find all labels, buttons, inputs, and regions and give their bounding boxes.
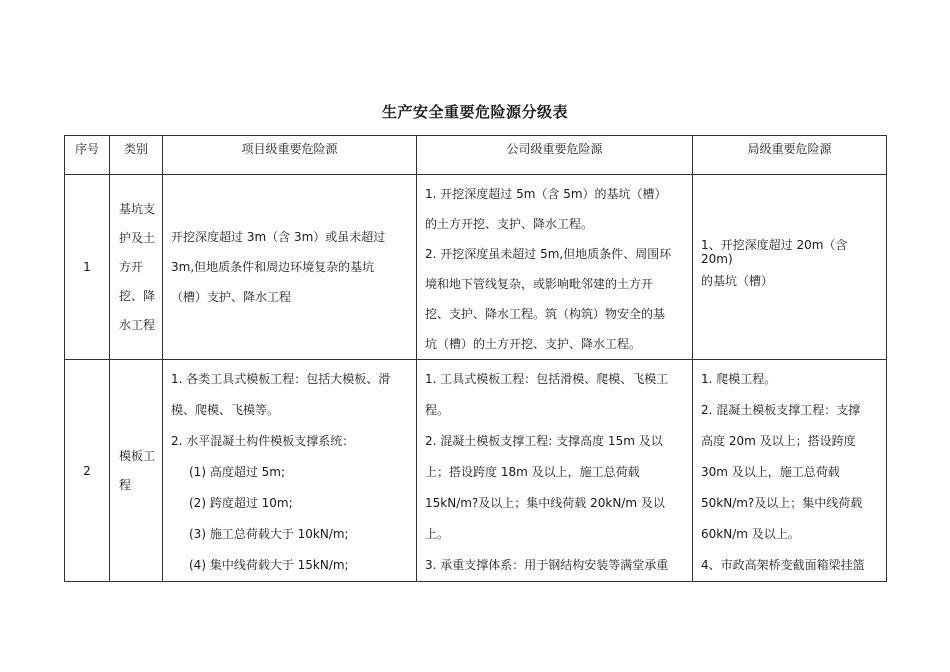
cell-line: 高度 20m 及以上；搭设跨度 (701, 434, 856, 448)
cell-line: 的土方开挖、支护、降水工程。 (425, 217, 594, 231)
cell-line: 3. 承重支撑体系：用于钢结构安装等满堂承重 (425, 558, 669, 572)
cell-line: 挖、支护、降水工程。筑（构筑）物安全的基 (425, 307, 666, 321)
cell-line: 开挖深度超过 3m（含 3m）或虽未超过 (171, 230, 386, 244)
row-category (110, 360, 163, 582)
company-level-cell (417, 175, 693, 360)
cell-line: 1. 爬模工程。 (701, 372, 777, 386)
category-line: 程 (119, 477, 132, 492)
table-row (65, 360, 887, 582)
bureau-level-cell (693, 175, 887, 360)
header-company: 公司级重要危险源 (417, 136, 693, 175)
bureau-level-cell (693, 360, 887, 582)
page-title: 生产安全重要危险源分级表 (381, 103, 568, 121)
row-category (110, 175, 163, 360)
project-level-cell (163, 360, 417, 582)
cell-line: 1. 开挖深度超过 5m（含 5m）的基坑（槽） (425, 187, 667, 201)
cell-line: （槽）支护、降水工程 (171, 290, 292, 304)
company-level-cell (417, 360, 693, 582)
cell-line: (2) 跨度超过 10m; (189, 496, 293, 510)
cell-line: 2. 开挖深度虽未超过 5m,但地质条件、周围环 (425, 247, 672, 261)
cell-line: 的基坑（槽） (701, 274, 774, 288)
cell-line: 2. 混凝土模板支撑工程: 支撑高度 15m 及以 (425, 434, 663, 448)
category-line: 护及土 (119, 230, 156, 245)
cell-line: 程。 (425, 403, 450, 417)
category-line: 水工程 (119, 317, 156, 332)
category-line: 挖、降 (119, 288, 156, 303)
table-row (65, 175, 887, 360)
header-bureau: 局级重要危险源 (693, 136, 887, 175)
cell-line: 20m) (701, 252, 733, 266)
cell-line: 境和地下管线复杂，或影响毗邻建的土方开 (425, 277, 654, 291)
cell-line: 上。 (425, 527, 450, 541)
cell-line: 50kN/m?及以上；集中线荷载 (701, 496, 863, 510)
cell-line: (1) 高度超过 5m; (189, 465, 285, 479)
header-category: 类别 (110, 136, 163, 175)
cell-line: 4、市政高架桥变截面箱梁挂篮 (701, 558, 865, 572)
cell-line: 坑（槽）的土方开挖、支护、降水工程。 (425, 337, 642, 351)
cell-line: 上；搭设跨度 18m 及以上，施工总荷载 (425, 465, 640, 479)
cell-line: 15kN/m?及以上；集中线荷载 20kN/m 及以 (425, 496, 665, 510)
row-number: 1 (65, 175, 110, 360)
cell-line: (3) 施工总荷载大于 10kN/m; (189, 527, 349, 541)
cell-line: (4) 集中线荷载大于 15kN/m; (189, 558, 349, 572)
cell-line: 2. 水平混凝土构件模板支撑系统： (171, 434, 355, 448)
header-no: 序号 (65, 136, 110, 175)
table-header-row (65, 136, 887, 175)
cell-line: 3m,但地质条件和周边环境复杂的基坑 (171, 260, 375, 274)
cell-line: 60kN/m 及以上。 (701, 527, 800, 541)
category-line: 基坑支 (119, 201, 156, 216)
cell-line: 2. 混凝土模板支撑工程：支撑 (701, 403, 861, 417)
row-number: 2 (65, 360, 110, 582)
cell-line: 模、爬模、飞模等。 (171, 403, 280, 417)
hazard-classification-table (64, 135, 887, 582)
cell-line: 1、开挖深度超过 20m（含 (701, 238, 848, 252)
cell-line: 30m 及以上，施工总荷载 (701, 465, 840, 479)
category-line: 方开 (119, 259, 144, 274)
category-line: 模板工 (119, 448, 156, 463)
header-project: 项目级重要危险源 (163, 136, 417, 175)
cell-line: 1. 各类工具式模板工程：包括大模板、滑 (171, 372, 391, 386)
cell-line: 1. 工具式模板工程：包括滑模、爬模、飞模工 (425, 372, 669, 386)
project-level-cell (163, 175, 417, 360)
